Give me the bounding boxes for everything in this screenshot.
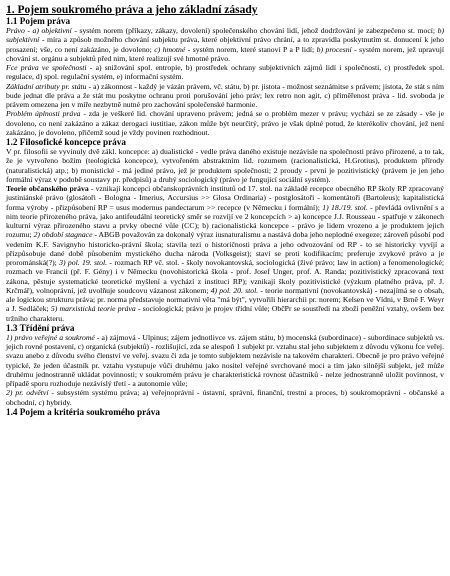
text-run: 3) pol. 19. stol. [59,258,108,267]
text-run: - a) zákonnost - každý je vázán právem, vč. státu, b) pr. jistota - možnost seznámitse s právem; jistota, že stát s ním bude jednat dle práva a že stát mu poskytne ochranu proti porušování jeho práv; lex retro non agit, c) přiměřenost práva - lid. svoboda je právem omezena jen v míře nezbytně nutné pro zachování společenské harmonie. [6,81,444,109]
text-run: 1) právo veřejné a soukromé [6,332,95,342]
paragraph-public-private-law [6,333,444,389]
paragraph-rule-of-law-attributes [6,82,444,110]
text-run: V pr. filosofii se vyvinuly dvě zákl. koncepce: a) dualistické - vedle práva daného existuje nezávisle na společnosti právo přirozené, a to tak, že je vytvořeno božím (teologická koncepce), vytvořeném abstraktním lid. rozumem (racionalistická, H.Grotius), produktem přírody (naturalistická) atp.; b) monistické - má jediné právo, jež je produktem společnosti; 2 proudy - první je pozitivistický (právem je jen jeho formální výraz v podobě soustavy pr. předpisů) a druhý sociologický (právo je fungující sociální systém). [6,147,444,184]
text-run: 4) pol. 20. stol. [210,285,259,295]
text-run: 2) období stagnace [33,230,93,240]
text-run: - a) zájmová - Ulpinus; zájem jednotlivce vs. zájem státu, b) mocenská (subordinace) - subordinace subjektů vs. jejich rovné postavení, c) organická (subjektů) - rozlišující, zda se alespoň 1 subjekt pr. vztahu stal jeho subjektem z důvodu výkonu fce veřej. svazu anebo z důvodu svého členství ve veřej. svazu či zda je tomto subjektem nezávisle na takovém charakteri. Obecně je pro právo veřejné typické, že jeden účastník pr. vztahu vystupuje vůči druhému jako nositel veřejné svrchované moci a tím jako silnější subjekt, jež může druhému jednostranně ukládat povinnosti; v soukromém právu je charakteristická rovnost účastníků - nelze jednostranně uložit povinnost, v případě sporu rozhoduje nezávislý třetí - a autonomie vůle; [6,332,444,388]
text-run: - vznikají koncepci občanskoprávních institutů od 17. stol. na základě recepce obecného RP školy RP zpracovaný justiniánské právo (glosátoři - Bologna - Imerius, Accursius >> Glosa Ordinaria) - postglosátoři - komentátoři (Bartoleus); kapitalistická forma výroby - přizpůsobení RP = usus modernus pandectarum >> recepce (v Německu i formální); [6,184,444,212]
text-run: b) subjektivní [6,26,444,45]
text-run: - sociologická; právo je projev třídní vůle; ObčPr se soustředí na zboží peněžní vztahy, ovšem bez tržního charakteru. [6,304,444,323]
paragraph-philosophical-concepts [6,147,444,184]
text-run: c) hmotné [154,44,186,54]
text-run: - systém norem, které stanoví P a P lidí; [185,44,317,54]
text-run: - rozmach RP vč. stol. - školy novokantovská, sociologická (živé právo; law in action) a fenomenologické; rozmach ve Francii (př. F. Gény) i v Německu (novohistorická škola - prof. Josef Unger, prof. A. Randa; pozitivistický zpracovaná text zákona, pěstuje systematické teoretické myšlení a vychází z instituci RP); vznikají školy pozitivistické (výzkum platného práva, př. J. Krčmář), volnoprávní, jež uvolňuje soudcovu vázanost zákonem; [6,258,444,295]
section-heading-1-2: 1.2 Filosofické koncepce práva [6,137,126,147]
text-run: b) procesní [316,44,352,54]
text-run: - míra a způsob možného chování subjektu práva, které objektivní právo chrání, a to zpravidla poskytnutím st. donucení k jeho prosazení; vše, co není zakázáno, je dovoleno; [6,35,444,54]
text-run: 2) pr. odvětví [6,388,49,398]
text-run: Teorie občanského práva [6,184,89,193]
paragraph-branches-of-law [6,388,444,407]
text-run: Fce práva ve společnosti [6,63,87,72]
text-run: - systém norem, jež upravují chování st. orgánu a subjektů před nim, které realizují své hmotné právo. [6,44,445,63]
text-run: - převládá ovlivnění s a nim teorie přirozeného práva, jako antifeudální teoretický směr se rozvíjí ve 2 koncepcích > a) koncepce J.J. Rousseau - spatřuje v zákonech kulturní výraz přirozeného stavu a prvky obecné vůle (CC); b) racionalistická koncepce - právo je lidem vrozeno a je produktem jejich rozumu; [6,202,445,240]
text-run: - subsystém systému práva; a) veřejnoprávní - ústavní, správní, finanční, trestní a proces, b) soukromoprávní - občanské a obchodní, c) hybridy. [6,388,444,407]
section-heading-1-3: 1.3 Třídění práva [6,322,75,333]
section-heading-1-1: 1.1 Pojem práva [6,16,71,26]
paragraph-functions-of-law [6,63,444,82]
text-run: Problém úplnosti práva [6,109,81,119]
text-run: Základní atributy pr. státu [6,81,87,91]
text-run: - systém norem (příkazy, zákazy, dovolení) společenského chování lidí, jehož dodržování je zabezpečeno st. mocí; [71,26,438,35]
text-run: - teorie normativní (novokantovská) - nezajímá se o obsah, ale logickou strukturu práva; pr. norma představuje normativní věta "má být", vytvořili hierarchii pr. norem; Kelsen ve Vídni, v Brně F. Weyr a J. Sedláček; [6,285,444,314]
section-heading-1-4: 1.4 Pojem a kritéria soukromého práva [6,406,160,417]
text-run: Právo - a) objektivní [6,26,72,35]
paragraph-completeness-of-law [6,109,444,137]
paragraph-civil-law-theories [6,184,444,323]
text-run: - ABGB považován za dokonalý výraz iusnaturalismu a nastává doba jeho neplodné exegeze; zároveň působí pod vedením K.F. Savignyho historicko-právní škola; stavila tezi o historičnosti práva a jeho odvozování od RP - to se historicky vyvíjí a přizpůsobuje dané době působením mystického ducha národa (Volksgeist); staví se proti kodifikacím; preferuje zvykové právo a je prorománská(?); [6,230,445,267]
text-run: 5) marxistická teorie práva [50,304,136,314]
text-run: 1) 18./19. stol. [322,202,368,212]
text-run: - a) snižování spol. entropie, b) prostředek ochrany subjektivních zájmů lidí i společnosti, c) prostředek spol. regulace, d) spol. regulační systém, e) informační systém. [6,63,444,82]
paragraph-definition-of-law [6,26,444,63]
text-run: - zda je veškeré lid. chování upraveno právem; jedná se o problém mezer v právu; vycházi se ze zásady - vše je dovoleno, co není zakázáno a zákaz derogaci iustitiae, zákon může být neurčitý, právo je však úplné potud, že kterékoliv chování, jež není zakázáno, je dovoleno, přičemž soud je vždy povinen rozhodnout. [6,109,444,137]
chapter-title: 1. Pojem soukromého práva a jeho základní zásady [6,4,258,16]
